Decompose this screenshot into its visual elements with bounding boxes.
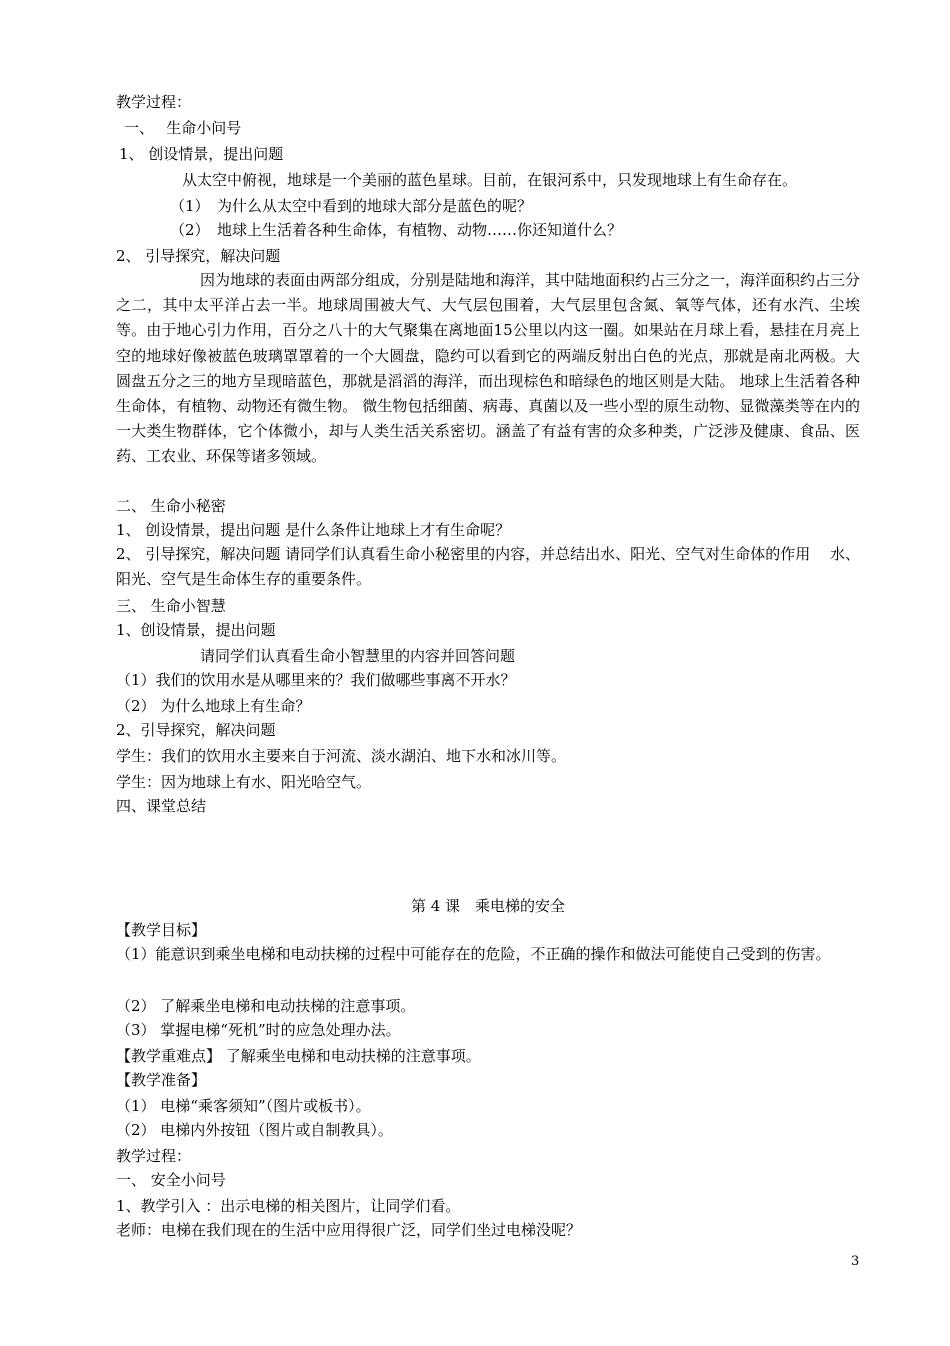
step1-text: 从太空中俯视，地球是一个美丽的蓝色星球。目前，在银河系中，只发现地球上有生命存在。 <box>182 171 798 189</box>
earth-paragraph: 因为地球的表面由两部分组成，分别是陆地和海洋，其中陆地面积约占三分之一，海洋面积约占三分之二，其中太平洋占去一半。地球周围被大气、大气层包围着，大气层里包含氮、氧等气体，还有水汽、尘埃等。由于地心引力作用，百分之八十的大气聚集在离地面15公里以内这一圈。如果站在月球上看，悬挂在月亮上空的地球好像被蓝色玻璃罩罩着的一个大圆盘，隐约可以看到它的两端反射出白色的光点，那就是南北两极。大圆盘五分之三的地方呈现暗蓝色，那就是滔滔的海洋，而出现棕色和暗绿色的地区则是大陆。 地球上生活着各种生命体，有植物、动物还有微生物。 微生物包括细菌、病毒、真菌以及一些小型的原生动物、显微藻类等在内的一大类生物群体，它个体微小，却与人类生活关系密切。涵盖了有益有害的众多种类，广泛涉及健康、食品、医药、工农业、环保等诸多领域。 <box>116 271 861 466</box>
part3-step1-text: 请同学们认真看生命小智慧里的内容并回答问题 <box>200 647 516 665</box>
page-number: 3 <box>851 1254 860 1269</box>
part3-question-2: （2） 为什么地球上有生命？ <box>116 697 311 715</box>
part4-title: 四、课堂总结 <box>116 797 207 815</box>
lesson4-process-label: 教学过程： <box>116 1147 192 1165</box>
goal-1: （1）能意识到乘坐电梯和电动扶梯的过程中可能存在的危险，不正确的操作和做法可能使自己受到的伤害。 <box>116 945 831 963</box>
goal-2: （2） 了解乘坐电梯和电动扶梯的注意事项。 <box>116 997 416 1015</box>
goals-label: 【教学目标】 <box>116 921 207 939</box>
student-answer-2: 学生：因为地球上有水、阳光哈空气。 <box>116 773 372 791</box>
part2-title: 二、 生命小秘密 <box>116 497 226 515</box>
lesson4-part1-title: 一、 安全小问号 <box>116 1171 226 1189</box>
part3-question-1: （1）我们的饮用水是从哪里来的？我们做哪些事离不开水？ <box>116 671 516 689</box>
prep-2: （2） 电梯内外按钮（图片或自制教具）。 <box>116 1121 393 1139</box>
step1-title: 1、 创设情景，提出问题 <box>119 145 284 163</box>
process-heading: 教学过程： <box>116 93 192 111</box>
goal-3: （3） 掌握电梯“死机”时的应急处理办法。 <box>116 1021 401 1039</box>
part1-title: 一、 生命小问号 <box>124 119 242 137</box>
question-1: （1） 为什么从太空中看到的地球大部分是蓝色的呢？ <box>170 197 533 215</box>
part3-step1: 1、创设情景，提出问题 <box>116 621 276 639</box>
key-points: 【教学重难点】 了解乘坐电梯和电动扶梯的注意事项。 <box>116 1047 481 1065</box>
part2-step1: 1、 创设情景，提出问题 是什么条件让地球上才有生命呢？ <box>116 521 511 539</box>
prep-label: 【教学准备】 <box>116 1071 207 1089</box>
question-2: （2） 地球上生活着各种生命体，有植物、动物……你还知道什么？ <box>170 221 623 239</box>
teacher-line: 老师：电梯在我们现在的生活中应用得很广泛，同学们坐过电梯没呢？ <box>116 1221 582 1239</box>
part3-title: 三、 生命小智慧 <box>116 597 226 615</box>
part2-step2: 2、 引导探究，解决问题 请同学们认真看生命小秘密里的内容，并总结出水、阳光、空气对生命体的作用 水、阳光、空气是生命体生存的重要条件。 <box>116 545 860 589</box>
prep-1: （1） 电梯“乘客须知”（图片或板书）。 <box>116 1097 371 1115</box>
lesson4-title: 第 4 课 乘电梯的安全 <box>410 897 566 915</box>
lesson4-intro: 1、教学引入 ：出示电梯的相关图片，让同学们看。 <box>116 1197 461 1215</box>
step2-title: 2、 引导探究，解决问题 <box>116 247 281 265</box>
part3-step2: 2、引导探究，解决问题 <box>116 721 276 739</box>
student-answer-1: 学生：我们的饮用水主要来自于河流、淡水湖泊、地下水和冰川等。 <box>116 747 567 765</box>
